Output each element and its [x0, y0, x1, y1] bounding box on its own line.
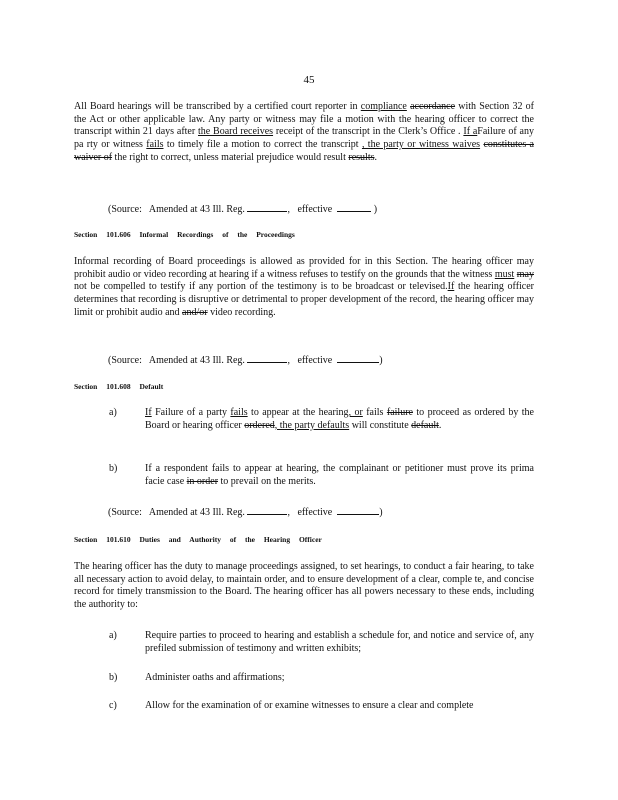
source-amended: Amended at 43 Ill. Reg. — [148, 507, 245, 518]
transcript-paragraph — [74, 101, 534, 165]
item-label: a) — [109, 407, 117, 418]
inserted-text: fails — [230, 407, 248, 418]
inserted-text: , the party defaults — [274, 419, 350, 431]
deleted-text: may — [516, 268, 534, 280]
text-run: Failure of any pa rty or witness — [74, 126, 534, 151]
source-amended: Amended at 43 Ill. Reg. — [148, 204, 245, 215]
text-run: video recording. — [207, 306, 276, 318]
item-text: Administer oaths and affirmations; — [145, 672, 285, 683]
deleted-text: results — [348, 151, 375, 163]
list-item — [74, 407, 534, 447]
item-text: Require parties to proceed to hearing and establish a schedule for, and notice and service of, any prefiled submission of testimony and written exhibits; — [145, 630, 534, 654]
source-effective: effective — [297, 355, 333, 366]
source-note: (Source: Amended at 43 Ill. Reg. , effective ) — [108, 355, 383, 366]
text-run: Failure of a party — [151, 407, 231, 418]
section-heading: Section 101.606 Informal Recordings of the Proceedings — [74, 230, 295, 239]
blank-line — [247, 353, 287, 363]
text-run: not be compelled to testify if any portion of the testimony is to be broadcast or televised. — [74, 281, 448, 293]
source-label: (Source: — [108, 204, 142, 215]
deleted-text: ordered — [244, 419, 275, 431]
text-run: to appear at the hearing — [247, 407, 349, 418]
source-close: ) — [379, 507, 383, 518]
text-run: to prevail on the merits. — [218, 475, 316, 487]
page-number: 45 — [303, 74, 315, 86]
text-run: the right to correct, unless material prejudice would result — [112, 151, 349, 163]
item-text — [145, 407, 534, 432]
section-heading: Section 101.610 Duties and Authority of the Hearing Officer — [74, 535, 322, 544]
inserted-text: If — [447, 281, 455, 293]
list-item — [74, 672, 534, 686]
item-label: a) — [109, 630, 117, 641]
inserted-text: , the party or witness waives — [361, 139, 481, 151]
text-run: the hearing officer determines that recording is disruptive or detrimental to proper development of the record, the hearing officer may limit or prohibit audio and — [74, 281, 535, 318]
inserted-text: , or — [348, 407, 363, 418]
text-run: If a respondent fails to appear at hearing, the complainant or petitioner must prove its prima facie case — [145, 463, 534, 487]
duties-paragraph: The hearing officer has the duty to manage proceedings assigned, to set hearings, to conduct a fair hearing, to take all necessary action to avoid delay, to maintain order, and to ensure development of a clear, comple te, and concise record for timely transmission to the Board. The hearing officer has all powers necessary to these ends, including the authority to: — [74, 561, 534, 611]
text-run: receipt of the transcript in the Clerk’s Office . — [273, 126, 464, 138]
informal-recording-paragraph — [74, 256, 534, 320]
item-label: b) — [109, 672, 118, 683]
blank-line — [337, 202, 371, 212]
list-item — [74, 700, 534, 714]
inserted-text: fails — [146, 139, 164, 151]
list-item — [74, 630, 534, 658]
text-run: . — [374, 151, 377, 163]
inserted-text: the Board receives — [198, 126, 274, 138]
source-label: (Source: — [108, 507, 142, 518]
blank-line — [247, 202, 287, 212]
source-note: (Source: Amended at 43 Ill. Reg. , effective ) — [108, 204, 378, 215]
text-run: to timely file a motion to correct the transcript — [163, 139, 362, 151]
list-item — [74, 463, 534, 491]
inserted-text: If a — [463, 126, 478, 138]
text-run: to proceed as ordered by the Board or hearing officer — [145, 407, 534, 431]
text-run: All Board hearings will be transcribed by a certified court reporter in — [74, 101, 361, 112]
item-text: Allow for the examination of or examine witnesses to ensure a clear and complete — [145, 700, 474, 711]
deleted-text: constitutes a waiver of — [74, 139, 534, 163]
deleted-text: default — [411, 419, 439, 431]
section-heading: Section 101.608 Default — [74, 382, 164, 391]
source-note: (Source: Amended at 43 Ill. Reg. , effective ) — [108, 507, 383, 518]
deleted-text: accordance — [410, 101, 456, 112]
blank-line — [337, 505, 379, 515]
text-run: fails — [362, 407, 387, 418]
item-label: b) — [109, 463, 118, 474]
source-amended: Amended at 43 Ill. Reg. — [148, 355, 245, 366]
text-run: . — [438, 419, 442, 431]
inserted-text: must — [494, 268, 515, 280]
source-effective: effective — [297, 204, 333, 215]
blank-line — [247, 505, 287, 515]
item-text — [145, 463, 534, 488]
text-run: with Section 32 of the Act or other applicable law. Any party or witness may file a motion with the hearing officer to correct the transcript within 21 days after — [74, 101, 535, 138]
inserted-text: compliance — [360, 101, 407, 112]
inserted-text: If — [145, 407, 152, 418]
source-close: ) — [373, 204, 378, 215]
source-close: ) — [379, 355, 383, 366]
text-run: Informal recording of Board proceedings is allowed as provided for in this Section. The hearing officer may prohibit audio or video recording at hearing if a witness refuses to testify on the grounds that the witness — [74, 256, 534, 280]
deleted-text: in order — [186, 475, 219, 487]
deleted-text: failure — [386, 407, 413, 418]
deleted-text: and/or — [182, 306, 208, 318]
source-label: (Source: — [108, 355, 142, 366]
blank-line — [337, 353, 379, 363]
text-run: will constitute — [349, 419, 412, 431]
item-label: c) — [109, 700, 117, 711]
source-effective: effective — [297, 507, 333, 518]
